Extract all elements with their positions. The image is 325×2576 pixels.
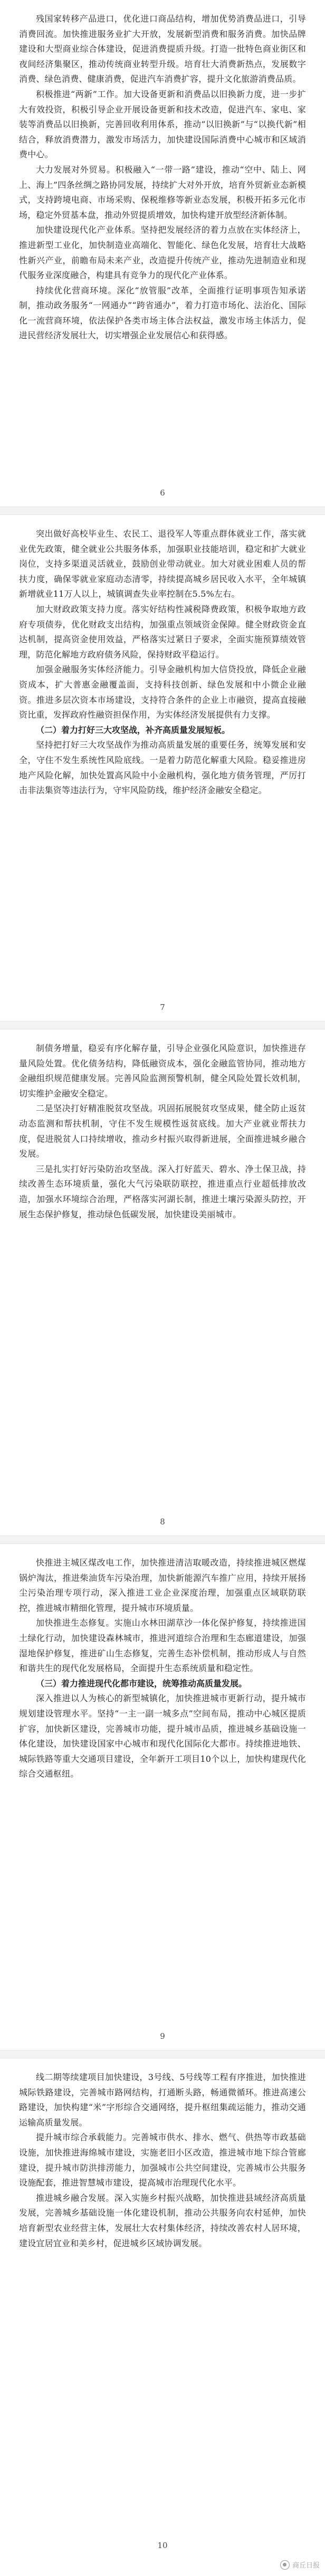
document-page-7	[0, 515, 325, 798]
paragraph: 持续优化营商环境。深化“放管服”改革，全面推行证明事项告知承诺制，推动政务服务“一网通办”“跨省通办”，着力打造市场化、法治化、国际化一流营商环境，依法保护各类市场主体合法权益，激发市场主体活力，促进民营经济发展壮大，切实增强企业发展信心和获得感。	[19, 285, 306, 341]
watermark-text: 商丘日报	[292, 2562, 320, 2570]
page-number: 8	[160, 1517, 165, 1526]
paragraph: 三是扎实打好污染防治攻坚战。深入打好蓝天、碧水、净土保卫战，持续改善生态环境质量，强化大气污染联防联控，推进重点行业超低排放改造，加强水环境综合治理，严格落实河湖长制，推进土壤污染源头防控，开展生态保护修复，推动绿色低碳发展，加快建设美丽城市。	[19, 1163, 306, 1219]
page-divider	[0, 2050, 325, 2058]
page-number: 9	[160, 2031, 165, 2041]
paragraph: 加快推进生态修复。实施山水林田湖草沙一体化保护修复，持续推进国土绿化行动，加快建设森林城市，推进河道综合治理和生态廊道建设，加强湿地保护修复，推进矿山生态修复，完善生态补偿机制，推动形成人与自然和谐共生的现代化发展格局，全面提升生态系统质量和稳定性。	[19, 1618, 306, 1674]
document-page-8	[0, 1029, 325, 1222]
paragraph: 推进城乡融合发展。深入实施乡村振兴战略，加快推进县域经济高质量发展，完善城乡基础设施一体化建设机制，推动公共服务向农村延伸，加快培育新型农业经营主体，发展壮大农村集体经济，持续改善农村人居环境，建设宜居宜业和美乡村，促进城乡区域协调发展。	[19, 2192, 306, 2248]
section-heading: （三）着力推进现代化都市建设，统筹推动高质量发展。	[36, 1678, 247, 1688]
paragraph: 快推进主城区煤改电工作，加快推进清洁取暖改造，持续推进城区燃煤锅炉淘汰，推进柴油货车污染治理，加快新能源汽车推广应用，持续开展扬尘污染治理专项行动，深入推进工业企业深度治理，加强重点区域联防联控，推进城市精细化管理，提升城市环境质量。	[19, 1558, 306, 1613]
watermark	[280, 2560, 320, 2570]
paragraph: 深入推进以人为核心的新型城镇化，加快推进城市更新行动，提升城市规划建设管理水平。坚持“一主一副一城多点”空间布局，推动中心城区提质扩容，加快新区建设，完善城市功能，提升城市品质，推进城乡基础设施一体化建设，加快建设国家中心城市和现代化国际化大都市。持续推进地铁、城际铁路等重大交通项目建设，全年新开工项目10个以上，加快构建现代化综合交通枢纽。	[19, 1693, 306, 1779]
page-number: 6	[160, 488, 165, 498]
paragraph: 残国家转移产品进口，优化进口商品结构，增加优势消费品进口，引导消费回流。加快推进服务业扩大开放，发展新型消费和服务消费。加快品牌建设和大型商业综合体建设，促进消费提质升级。打造一批特色商业街区和夜间经济集聚区，推动传统商业转型升级。培育壮大消费新热点，发展数字消费、绿色消费、健康消费，促进汽车消费扩容，提升文化旅游消费品质。	[19, 14, 306, 84]
document-page-10	[0, 2058, 325, 2251]
paragraph: 制债务增量，稳妥有序化解存量，引导企业强化风险意识，加快推进存量风险处置。优化债务结构，降低融资成本，强化金融监管协同，推动地方金融组织规范健康发展。完善风险监测预警机制，健全风险处置长效机制，切实维护金融安全稳定。	[19, 1043, 306, 1099]
page-divider	[0, 1021, 325, 1029]
paragraph: 大力发展对外贸易。积极融入“一带一路”建设，推动“空中、陆上、网上、海上”四条丝绸之路协同发展，持续扩大对外开放，培育外贸新业态新模式，支持跨境电商、市场采购、保税维修等新业态发展，积极开拓多元化市场，稳定外贸基本盘，推动外贸提质增效，加快构建开放型经济新体制。	[19, 164, 306, 220]
paragraph: 加大财政政策支持力度。落实好结构性减税降费政策，积极争取地方政府专项债券，优化财政支出结构，加强重点领域资金保障。健全财政资金直达机制，提高资金使用效益，严格落实过紧日子要求，全面实施预算绩效管理，防范化解地方政府债务风险，保持财政平稳运行。	[19, 604, 306, 660]
paragraph: 坚持把打好三大攻坚战作为推动高质量发展的重要任务，统筹发展和安全，守住不发生系统性风险底线。一是着力防范化解重大风险。稳妥推进房地产风险化解，加快处置高风险中小金融机构，强化地方债务管理，严厉打击非法集资等违法行为，守牢风险防线，维护经济金融安全稳定。	[19, 740, 306, 796]
document-page-9	[0, 1544, 325, 1782]
paragraph: 加快建设现代化产业体系。坚持把发展经济的着力点放在实体经济上，推进新型工业化，加快制造业高端化、智能化、绿色化发展，培育壮大战略性新兴产业，前瞻布局未来产业，改造提升传统产业，推动先进制造业和现代服务业深度融合，构建具有竞争力的现代化产业体系。	[19, 225, 306, 281]
page-divider	[0, 507, 325, 515]
page-number: 10	[157, 2541, 168, 2550]
document-page-6	[0, 0, 325, 344]
section-heading: （二）着力打好三大攻坚战，补齐高质量发展短板。	[36, 724, 231, 735]
paragraph: 突出做好高校毕业生、农民工、退役军人等重点群体就业工作，落实就业优先政策，健全就业公共服务体系，加强职业技能培训，稳定和扩大就业岗位，支持多渠道灵活就业，鼓励创业带动就业。加大对就业困难人员的帮扶力度，确保零就业家庭动态清零，持续提高城乡居民收入水平，全年城镇新增就业11万人以上，城镇调查失业率控制在5.5%左右。	[19, 529, 306, 599]
paragraph: 二是坚决打好精准脱贫攻坚战。巩固拓展脱贫攻坚成果，健全防止返贫动态监测和帮扶机制，守住不发生规模性返贫底线。加大产业就业帮扶力度，促进脱贫人口持续增收，推动乡村振兴取得新进展，全面推进城乡融合发展。	[19, 1103, 306, 1159]
wechat-logo-icon	[280, 2560, 290, 2570]
paragraph: 提升城市综合承载能力。完善城市供水、排水、燃气、供热等市政基础设施，加快推进海绵城市建设，实施老旧小区改造，推进城市地下综合管廊建设，提升城市防洪排涝能力，加强城市公共空间建设，完善城市公共服务设施配套，推进智慧城市建设，提高城市治理现代化水平。	[19, 2132, 306, 2188]
page-divider	[0, 1535, 325, 1544]
page-number: 7	[160, 1003, 165, 1012]
paragraph: 线二期等续建项目加快建设，3号线、5号线等工程有序推进，加快推进城际铁路建设，完善城市路网结构，打通断头路，畅通微循环。推进高速公路建设，加快构建“米”字形综合交通网络，提升枢纽集疏运能力，推动交通运输高质量发展。	[19, 2072, 306, 2127]
paragraph: 积极推进“两新”工作。加大设备更新和消费品以旧换新力度，进一步扩大有效投资，积极引导企业开展设备更新和技术改造，促进汽车、家电、家装等消费品以旧换新，完善回收利用体系，推动“以旧换新”与“以换代新”相结合，释放消费潜力，激发市场活力，加快建设国际消费中心城市和区域消费中心。	[19, 89, 306, 160]
paragraph: 加强金融服务实体经济能力。引导金融机构加大信贷投放，降低企业融资成本，扩大普惠金融覆盖面，支持科技创新、绿色发展和中小微企业融资。推进多层次资本市场建设，支持符合条件的企业上市融资，提高直接融资比重，发挥政府性融资担保作用，为实体经济发展提供有力支撑。	[19, 664, 306, 720]
